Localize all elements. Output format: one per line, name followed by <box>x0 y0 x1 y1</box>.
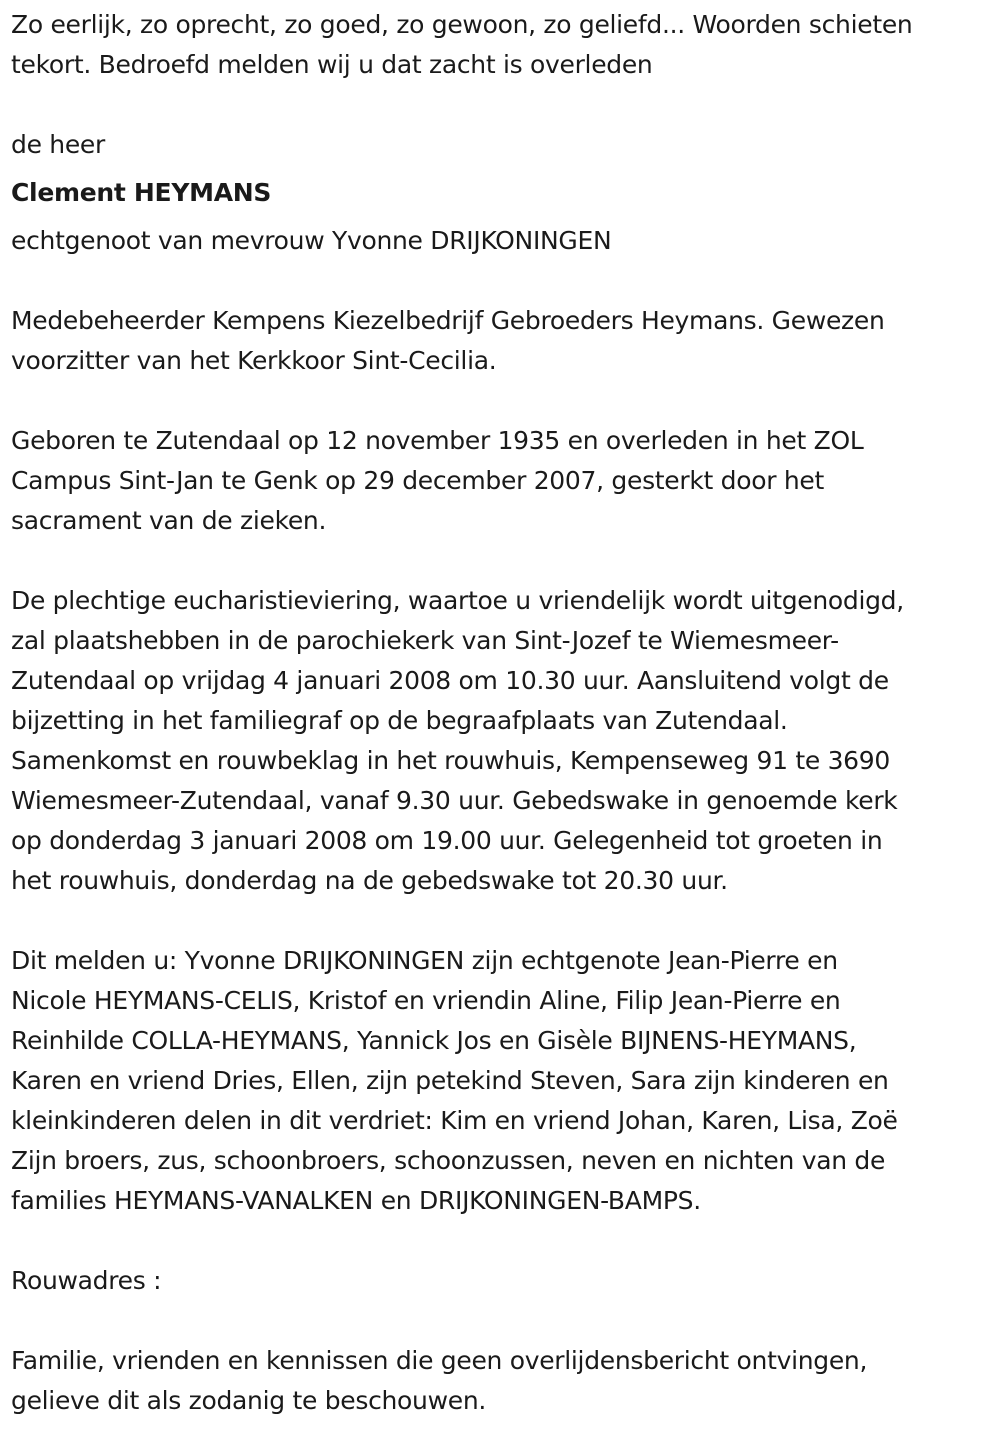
deceased-name: Clement HEYMANS <box>11 178 272 207</box>
address-label: Rouwadres : <box>11 1266 162 1295</box>
family-line: Nicole HEYMANS-CELIS, Kristof en vriendin Aline, Filip Jean-Pierre en <box>11 986 841 1015</box>
family-line: families HEYMANS-VANALKEN en DRIJKONINGEN-BAMPS. <box>11 1186 701 1215</box>
family-line: Dit melden u: Yvonne DRIJKONINGEN zijn echtgenote Jean-Pierre en <box>11 946 838 975</box>
birth-death-line: Geboren te Zutendaal op 12 november 1935 en overleden in het ZOL <box>11 426 864 455</box>
family-line: Reinhilde COLLA-HEYMANS, Yannick Jos en Gisèle BIJNENS-HEYMANS, <box>11 1026 857 1055</box>
intro-line: tekort. Bedroefd melden wij u dat zacht is overleden <box>11 50 653 79</box>
roles-line: Medebeheerder Kempens Kiezelbedrijf Gebroeders Heymans. Gewezen <box>11 306 885 335</box>
ceremony-line: het rouwhuis, donderdag na de gebedswake tot 20.30 uur. <box>11 866 728 895</box>
ceremony-line: Wiemesmeer-Zutendaal, vanaf 9.30 uur. Gebedswake in genoemde kerk <box>11 786 898 815</box>
birth-death-line: sacrament van de zieken. <box>11 506 327 535</box>
intro-line: Zo eerlijk, zo oprecht, zo goed, zo gewoon, zo geliefd... Woorden schieten <box>11 10 913 39</box>
family-line: Karen en vriend Dries, Ellen, zijn petekind Steven, Sara zijn kinderen en <box>11 1066 889 1095</box>
ceremony-line: De plechtige eucharistieviering, waartoe u vriendelijk wordt uitgenodigd, <box>11 586 904 615</box>
salutation: de heer <box>11 130 105 159</box>
closing-line: Familie, vrienden en kennissen die geen overlijdensbericht ontvingen, <box>11 1346 868 1375</box>
ceremony-line: zal plaatshebben in de parochiekerk van Sint-Jozef te Wiemesmeer- <box>11 626 839 655</box>
family-line: Zijn broers, zus, schoonbroers, schoonzussen, neven en nichten van de <box>11 1146 886 1175</box>
birth-death-line: Campus Sint-Jan te Genk op 29 december 2007, gesterkt door het <box>11 466 824 495</box>
closing-line: gelieve dit als zodanig te beschouwen. <box>11 1386 487 1415</box>
spouse-line: echtgenoot van mevrouw Yvonne DRIJKONINGEN <box>11 226 612 255</box>
ceremony-line: Zutendaal op vrijdag 4 januari 2008 om 10.30 uur. Aansluitend volgt de <box>11 666 889 695</box>
ceremony-line: op donderdag 3 januari 2008 om 19.00 uur. Gelegenheid tot groeten in <box>11 826 883 855</box>
ceremony-line: Samenkomst en rouwbeklag in het rouwhuis, Kempenseweg 91 te 3690 <box>11 746 890 775</box>
roles-line: voorzitter van het Kerkkoor Sint-Cecilia. <box>11 346 497 375</box>
family-line: kleinkinderen delen in dit verdriet: Kim en vriend Johan, Karen, Lisa, Zoë <box>11 1106 898 1135</box>
ceremony-line: bijzetting in het familiegraf op de begraafplaats van Zutendaal. <box>11 706 788 735</box>
